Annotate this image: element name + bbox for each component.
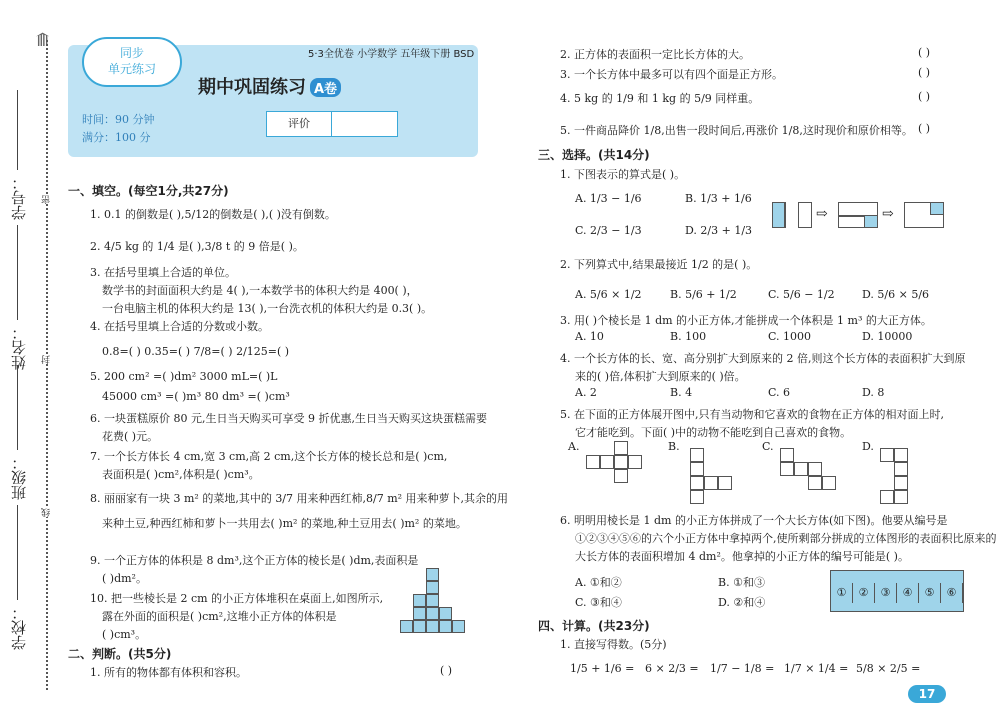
- question-text: 2. 下列算式中,结果最接近 1/2 的是( )。: [560, 258, 758, 271]
- option[interactable]: B.: [668, 440, 680, 453]
- answer-paren[interactable]: ( ): [918, 66, 931, 79]
- score-info: 满分：100 分: [82, 131, 151, 144]
- option[interactable]: C. 2/3 − 1/3: [575, 224, 642, 237]
- option[interactable]: A. 10: [575, 330, 604, 343]
- evaluation-box: [266, 111, 398, 137]
- option[interactable]: C. 5/6 − 1/2: [768, 288, 835, 301]
- question-text: 6. 明明用棱长是 1 dm 的小正方体拼成了一个大长方体(如下图)。他要从编号是: [560, 514, 948, 527]
- option[interactable]: D. 8: [862, 386, 885, 399]
- option[interactable]: B. 100: [670, 330, 707, 343]
- question-text: 5. 在下面的正方体展开图中,只有当动物和它喜欢的食物在正方体的相对面上时,: [560, 408, 944, 421]
- school-label: 学校：: [10, 605, 28, 650]
- question-text: 2. 正方体的表面积一定比长方体的大。: [560, 48, 750, 61]
- question-text: ①②③④⑤⑥的六个小正方体中拿掉两个,使所剩部分拼成的立体图形的表面积比原来的: [575, 532, 997, 545]
- option[interactable]: A. 1/3 − 1/6: [575, 192, 642, 205]
- question-text: 2. 4/5 kg 的 1/4 是( ),3/8 t 的 9 倍是( )。: [90, 240, 304, 253]
- option[interactable]: D. 10000: [862, 330, 913, 343]
- cut-mark: 线: [42, 508, 52, 517]
- class-label: 班级：: [10, 455, 28, 500]
- option[interactable]: D.: [862, 440, 874, 453]
- question-text: 4. 5 kg 的 1/9 和 1 kg 的 5/9 同样重。: [560, 92, 760, 105]
- cube-number: ⑤: [919, 583, 941, 603]
- calc-item: 1/5 + 1/6 =: [570, 662, 635, 675]
- question-text: 5. 200 cm² =( )dm² 3000 mL=( )L: [90, 370, 278, 383]
- name-label: 姓名：: [10, 325, 28, 370]
- long-cuboid-figure: [830, 570, 964, 612]
- question-text: 表面积是( )cm²,体积是( )cm³。: [102, 468, 260, 481]
- question-text: 数学书的封面面积大约是 4( ),一本数学书的体积大约是 400( )，: [102, 284, 418, 297]
- calc-item: 6 × 2/3 =: [645, 662, 699, 675]
- rocket-icon: ⟰: [35, 30, 51, 51]
- question-text: ( )cm³。: [102, 628, 147, 641]
- section-heading: 四、计算。(共23分): [538, 619, 650, 633]
- cube-number: ①: [831, 583, 853, 603]
- cube-number: ⑥: [941, 583, 963, 603]
- class-field[interactable]: [17, 365, 18, 450]
- question-text: 它才能吃到。下面( )中的动物不能吃到自己喜欢的食物。: [575, 426, 852, 439]
- cube-number: ④: [897, 583, 919, 603]
- question-text: 3. 用( )个棱长是 1 dm 的小正方体,才能拼成一个体积是 1 m³ 的大正方体。: [560, 314, 932, 327]
- question-text: 花费( )元。: [102, 430, 159, 443]
- page-number: 17: [908, 685, 946, 703]
- option[interactable]: D. 5/6 × 5/6: [862, 288, 930, 301]
- header-banner: [68, 45, 478, 157]
- page-title: [198, 73, 341, 99]
- answer-paren[interactable]: ( ): [918, 46, 931, 59]
- question-text: ( )dm²。: [102, 572, 147, 585]
- arrow-icon: ⇨: [816, 206, 828, 222]
- binding-margin: [0, 0, 62, 714]
- title-text: 期中巩固练习: [198, 77, 306, 98]
- book-info: 5·3全优卷 小学数学 五年级下册 BSD: [308, 49, 475, 60]
- question-text: 3. 在括号里填上合适的单位。: [90, 266, 236, 279]
- question-text: 3. 一个长方体中最多可以有四个面是正方形。: [560, 68, 783, 81]
- question-text: 7. 一个长方体长 4 cm,宽 3 cm,高 2 cm,这个长方体的棱长总和是( )cm,: [90, 450, 448, 463]
- option[interactable]: B. ①和③: [718, 576, 765, 589]
- question-text: 来的( )倍,体积扩大到原来的( )倍。: [575, 370, 746, 383]
- answer-paren[interactable]: ( ): [918, 122, 931, 135]
- question-text: 1. 0.1 的倒数是( ),5/12的倒数是( ),( )没有倒数。: [90, 208, 336, 221]
- question-text: 10. 把一些棱长是 2 cm 的小正方体堆积在桌面上,如图所示,: [90, 592, 384, 605]
- school-field[interactable]: [17, 505, 18, 600]
- badge-text: 同步 单元练习: [107, 46, 156, 76]
- option[interactable]: B. 1/3 + 1/6: [685, 192, 752, 205]
- title-tag: A卷: [310, 78, 341, 97]
- student-id-field[interactable]: [17, 90, 18, 170]
- question-text: 4. 在括号里填上合适的分数或小数。: [90, 320, 269, 333]
- student-id-label: 学号：: [10, 175, 28, 220]
- question-text: 0.8=( ) 0.35=( ) 7/8=( ) 2/125=( ): [102, 345, 290, 358]
- cube-number: ③: [875, 583, 897, 603]
- option[interactable]: B. 5/6 + 1/2: [670, 288, 737, 301]
- name-field[interactable]: [17, 225, 18, 320]
- question-text: 来种土豆,种西红柿和萝卜一共用去( )m² 的菜地,种土豆用去( )m² 的菜地。: [102, 517, 467, 530]
- cut-line: [46, 40, 48, 690]
- section-heading: 三、选择。(共14分): [538, 148, 650, 162]
- question-text: 8. 丽丽家有一块 3 m² 的菜地,其中的 3/7 用来种西红柿,8/7 m² 用来种萝卜,其余的用: [90, 492, 509, 505]
- option[interactable]: C.: [762, 440, 774, 453]
- time-info: 时间：90 分钟: [82, 113, 155, 126]
- section-heading: 一、填空。(每空1分,共27分): [68, 184, 229, 198]
- question-text: 大长方体的表面积增加 4 dm²。他拿掉的小正方体的编号可能是( )。: [575, 550, 909, 563]
- question-text: 5. 一件商品降价 1/8,出售一段时间后,再涨价 1/8,这时现价和原价相等。: [560, 124, 913, 137]
- question-text: 1. 下图表示的算式是( )。: [560, 168, 686, 181]
- calc-item: 5/8 × 2/5 =: [856, 662, 921, 675]
- question-text: 9. 一个正方体的体积是 8 dm³,这个正方体的棱长是( )dm,表面积是: [90, 554, 419, 567]
- option[interactable]: B. 4: [670, 386, 693, 399]
- eval-label: 评价: [267, 112, 332, 136]
- section-heading: 二、判断。(共5分): [68, 647, 172, 661]
- cut-mark: 封: [42, 355, 52, 364]
- calc-item: 1/7 − 1/8 =: [710, 662, 775, 675]
- option[interactable]: D. ②和④: [718, 596, 766, 609]
- option[interactable]: A. 5/6 × 1/2: [575, 288, 642, 301]
- question-text: 1. 直接写得数。(5分): [560, 638, 667, 651]
- calc-item: 1/7 × 1/4 =: [784, 662, 849, 675]
- option[interactable]: D. 2/3 + 1/3: [685, 224, 753, 237]
- option[interactable]: C. 1000: [768, 330, 812, 343]
- question-text: 一台电脑主机的体积大约是 13( ),一台洗衣机的体积大约是 0.3( )。: [102, 302, 433, 315]
- option[interactable]: A. ①和②: [575, 576, 622, 589]
- question-text: 6. 一块蛋糕原价 80 元,生日当天购买可享受 9 折优惠,生日当天购买这块蛋糕需要: [90, 412, 487, 425]
- arrow-icon: ⇨: [882, 206, 894, 222]
- unit-badge: [82, 37, 182, 87]
- question-text: 露在外面的面积是( )cm²,这堆小正方体的体积是: [102, 610, 337, 623]
- option[interactable]: A.: [568, 440, 580, 453]
- question-text: 45000 cm³ =( )m³ 80 dm³ =( )cm³: [102, 390, 290, 403]
- cut-mark: 密: [42, 195, 52, 204]
- question-text: 1. 所有的物体都有体积和容积。: [90, 666, 247, 679]
- option[interactable]: A. 2: [575, 386, 597, 399]
- answer-paren[interactable]: ( ): [440, 664, 453, 677]
- option[interactable]: C. ③和④: [575, 596, 622, 609]
- question-text: 4. 一个长方体的长、宽、高分别扩大到原来的 2 倍,则这个长方体的表面积扩大到原: [560, 352, 966, 365]
- option[interactable]: C. 6: [768, 386, 791, 399]
- cube-number: ②: [853, 583, 875, 603]
- answer-paren[interactable]: ( ): [918, 90, 931, 103]
